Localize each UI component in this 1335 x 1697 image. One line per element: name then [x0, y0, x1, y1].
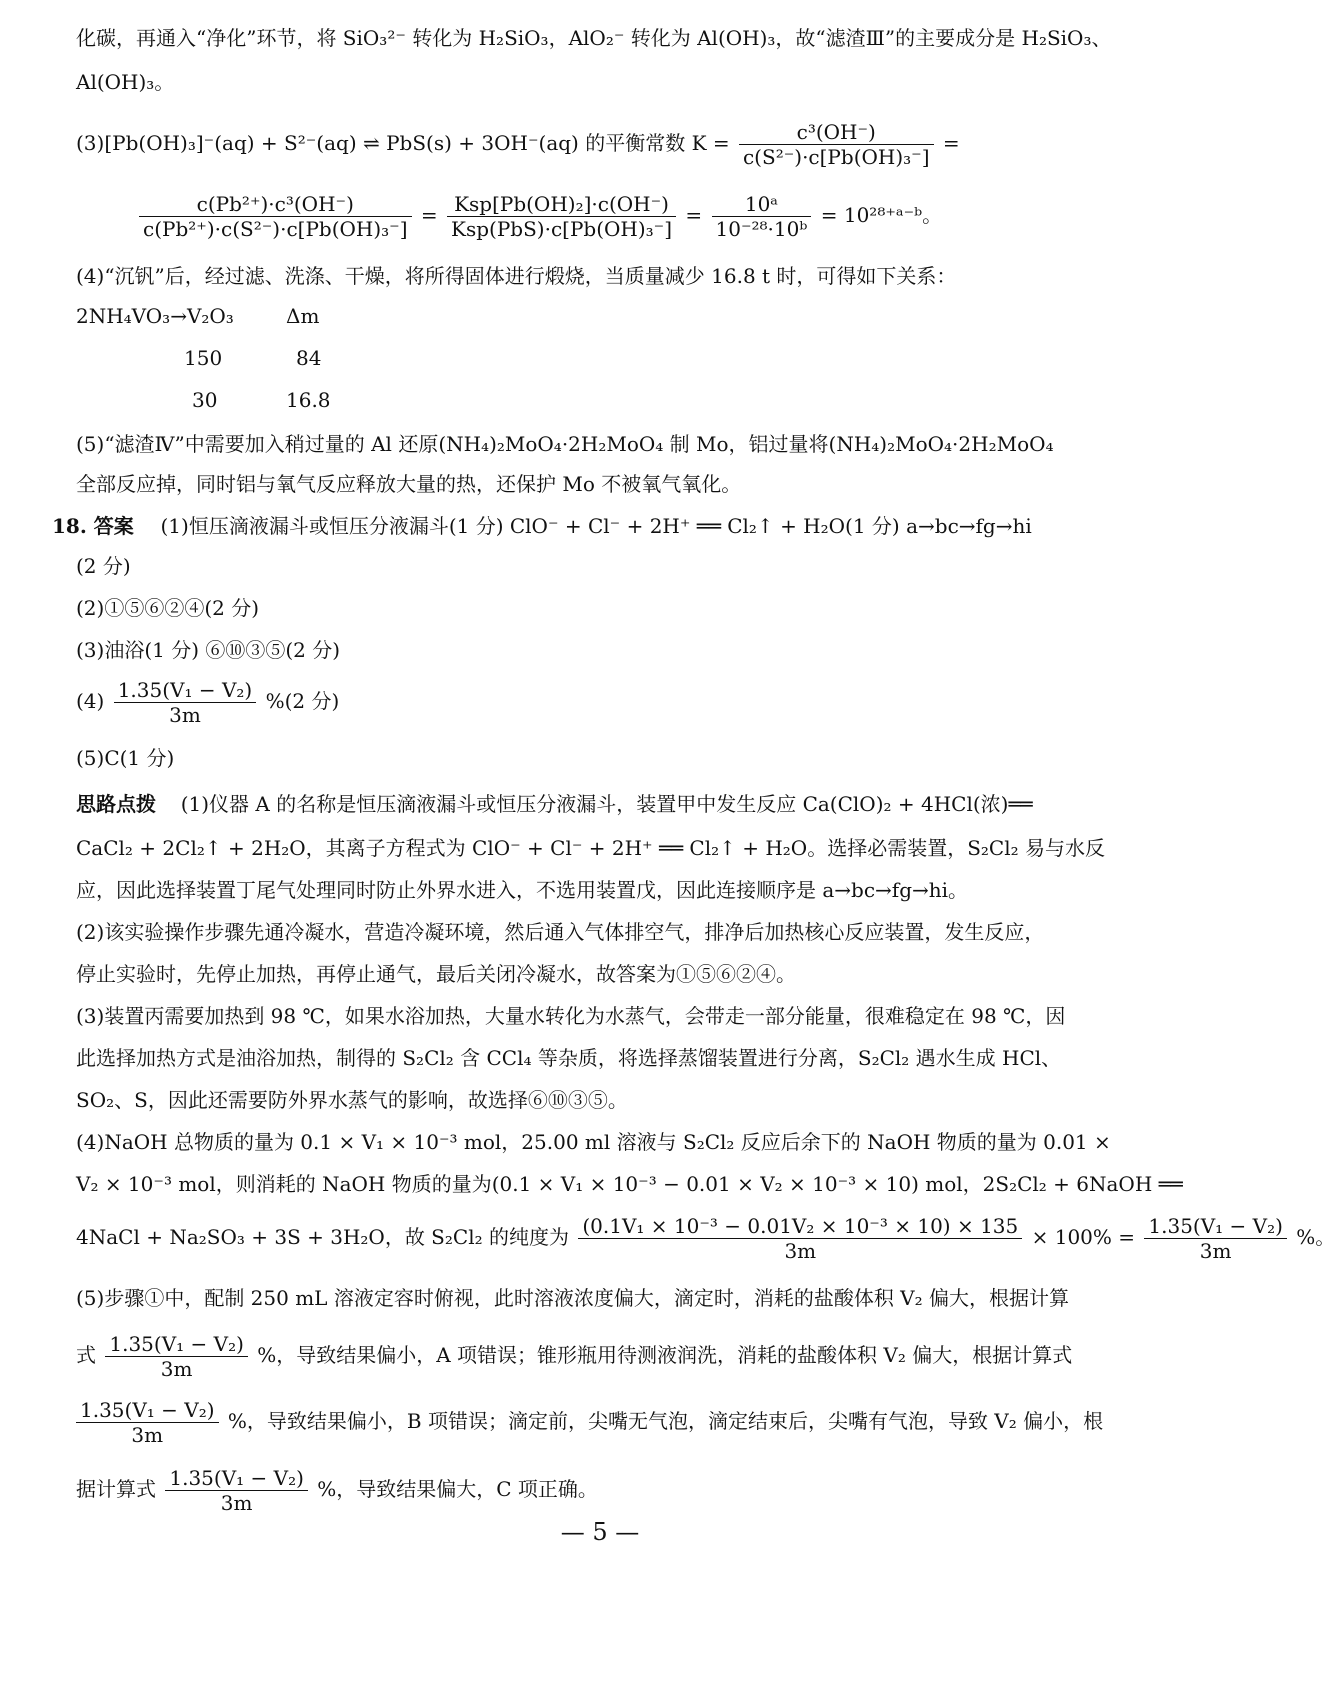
fraction-numerator: c³(OH⁻)	[739, 120, 934, 145]
calc-value: 16.8	[286, 388, 331, 412]
result-text: = 10²⁸⁺ᵃ⁻ᵇ。	[820, 203, 943, 227]
fraction-numerator: 10ᵃ	[712, 192, 812, 217]
equals-sign: =	[685, 203, 703, 227]
answer-text: (4)	[76, 689, 105, 713]
analysis-text: (1)仪器 A 的名称是恒压滴液漏斗或恒压分液漏斗，装置甲中发生反应 Ca(ClO)₂ + 4HCl(浓)══	[180, 792, 1033, 816]
text-line: (5)“滤渣Ⅳ”中需要加入稍过量的 Al 还原(NH₄)₂MoO₄·2H₂MoO₄ 制 Mo，铝过量将(NH₄)₂MoO₄·2H₂MoO₄	[76, 432, 1054, 456]
calc-formula: 2NH₄VO₃→V₂O₃	[76, 304, 234, 328]
fraction	[447, 192, 676, 241]
analysis-text: %，导致结果偏小，A 项错误；锥形瓶用待测液润洗，消耗的盐酸体积 V₂ 偏大，根据计算式	[257, 1343, 1073, 1367]
fraction	[165, 1466, 308, 1515]
equation-line	[136, 192, 942, 241]
page-number: — 5 —	[560, 1518, 640, 1546]
fraction-numerator: 1.35(V₁ − V₂)	[165, 1466, 308, 1491]
calc-value: 150	[184, 346, 223, 370]
fraction-denominator: 3m	[169, 703, 201, 727]
fraction-denominator: c(S²⁻)·c[Pb(OH)₃⁻]	[742, 145, 930, 169]
answer-text: (5)C(1 分)	[76, 746, 175, 770]
fraction-numerator: 1.35(V₁ − V₂)	[76, 1398, 219, 1423]
answer-text: (2)①⑤⑥②④(2 分)	[76, 596, 260, 620]
fraction-denominator: 3m	[220, 1491, 253, 1515]
analysis-line	[76, 790, 1033, 818]
analysis-text: 应，因此选择装置丁尾气处理同时防止外界水进入，不选用装置戊，因此连接顺序是 a→bc→fg→hi。	[76, 878, 969, 902]
calc-value: 30	[192, 388, 218, 412]
fraction	[76, 1398, 219, 1447]
analysis-line	[76, 1332, 1072, 1381]
analysis-text: (2)该实验操作步骤先通冷凝水，营造冷凝环境，然后通入气体排空气，排净后加热核心反应装置，发生反应，	[76, 920, 1045, 944]
analysis-text: (5)步骤①中，配制 250 mL 溶液定容时俯视，此时溶液浓度偏大，滴定时，消耗的盐酸体积 V₂ 偏大，根据计算	[76, 1286, 1069, 1310]
analysis-text: 停止实验时，先停止加热，再停止通气，最后关闭冷凝水，故答案为①⑤⑥②④。	[76, 962, 796, 986]
fraction-denominator: 3m	[784, 1239, 817, 1263]
analysis-text: %，导致结果偏大，C 项正确。	[317, 1477, 598, 1501]
fraction-denominator: 3m	[160, 1357, 193, 1381]
fraction-numerator: c(Pb²⁺)·c³(OH⁻)	[139, 192, 412, 217]
analysis-text: SO₂、S，因此还需要防外界水蒸气的影响，故选择⑥⑩③⑤。	[76, 1088, 628, 1112]
equation-text: (3)[Pb(OH)₃]⁻(aq) + S²⁻(aq) ⇌ PbS(s) + 3OH⁻(aq) 的平衡常数 K =	[76, 131, 730, 155]
equals-sign: =	[420, 203, 438, 227]
text-line: (4)“沉钒”后，经过滤、洗涤、干燥，将所得固体进行煅烧，当质量减少 16.8 t 时，可得如下关系：	[76, 264, 957, 288]
fraction-numerator: 1.35(V₁ − V₂)	[1144, 1214, 1287, 1239]
fraction-denominator: 10⁻²⁸·10ᵇ	[715, 217, 808, 241]
analysis-line	[76, 1214, 1335, 1263]
answer-text: (2 分)	[76, 554, 131, 578]
fraction-numerator: Ksp[Pb(OH)₂]·c(OH⁻)	[447, 192, 676, 217]
analysis-text: V₂ × 10⁻³ mol，则消耗的 NaOH 物质的量为(0.1 × V₁ × 10⁻³ − 0.01 × V₂ × 10⁻³ × 10) mol，2S₂Cl₂ + 6NaOH ══	[76, 1172, 1183, 1196]
text-line: 全部反应掉，同时铝与氧气反应释放大量的热，还保护 Mo 不被氧气氧化。	[76, 472, 742, 496]
fraction	[712, 192, 812, 241]
fraction-numerator: (0.1V₁ × 10⁻³ − 0.01V₂ × 10⁻³ × 10) × 135	[578, 1214, 1022, 1239]
answer-text: (3)油浴(1 分) ⑥⑩③⑤(2 分)	[76, 638, 341, 662]
analysis-text: 据计算式	[76, 1477, 156, 1501]
answer-text: (1)恒压滴液漏斗或恒压分液漏斗(1 分) ClO⁻ + Cl⁻ + 2H⁺ ══ Cl₂↑ + H₂O(1 分) a→bc→fg→hi	[160, 514, 1032, 538]
fraction	[105, 1332, 248, 1381]
fraction-denominator: Ksp(PbS)·c[Pb(OH)₃⁻]	[451, 217, 673, 241]
analysis-text: CaCl₂ + 2Cl₂↑ + 2H₂O，其离子方程式为 ClO⁻ + Cl⁻ + 2H⁺ ══ Cl₂↑ + H₂O。选择必需装置，S₂Cl₂ 易与水反	[76, 836, 1105, 860]
analysis-label: 思路点拨	[76, 792, 156, 816]
equals-sign: =	[942, 131, 960, 155]
analysis-line	[76, 1466, 598, 1515]
fraction-denominator: c(Pb²⁺)·c(S²⁻)·c[Pb(OH)₃⁻]	[143, 217, 408, 241]
question-label: 18. 答案	[52, 514, 134, 538]
analysis-text: (4)NaOH 总物质的量为 0.1 × V₁ × 10⁻³ mol，25.00 ml 溶液与 S₂Cl₂ 反应后余下的 NaOH 物质的量为 0.01 ×	[76, 1130, 1111, 1154]
fraction-numerator: 1.35(V₁ − V₂)	[114, 678, 257, 703]
fraction-denominator: 3m	[131, 1423, 164, 1447]
fraction-denominator: 3m	[1199, 1239, 1232, 1263]
fraction	[1144, 1214, 1287, 1263]
analysis-text: × 100% =	[1031, 1225, 1136, 1249]
text-line: Al(OH)₃。	[76, 70, 175, 94]
answer-line	[76, 678, 339, 727]
analysis-text: 此选择加热方式是油浴加热，制得的 S₂Cl₂ 含 CCl₄ 等杂质，将选择蒸馏装置进行分离，S₂Cl₂ 遇水生成 HCl、	[76, 1046, 1062, 1070]
fraction-numerator: 1.35(V₁ − V₂)	[105, 1332, 248, 1357]
analysis-text: 4NaCl + Na₂SO₃ + 3S + 3H₂O，故 S₂Cl₂ 的纯度为	[76, 1225, 569, 1249]
equation-line	[76, 120, 960, 169]
calc-value: 84	[296, 346, 322, 370]
analysis-text: %，导致结果偏小，B 项错误；滴定前，尖嘴无气泡，滴定结束后，尖嘴有气泡，导致 V₂ 偏小，根	[227, 1409, 1104, 1433]
fraction	[114, 678, 257, 727]
analysis-text: %。	[1296, 1225, 1335, 1249]
answer-text: %(2 分)	[265, 689, 340, 713]
text-line: 化碳，再通入“净化”环节，将 SiO₃²⁻ 转化为 H₂SiO₃，AlO₂⁻ 转化为 Al(OH)₃，故“滤渣Ⅲ”的主要成分是 H₂SiO₃、	[76, 26, 1112, 50]
calc-label: Δm	[286, 304, 320, 328]
answer-line	[52, 512, 1032, 540]
analysis-text: 式	[76, 1343, 96, 1367]
analysis-line	[76, 1398, 1103, 1447]
fraction	[739, 120, 934, 169]
fraction	[139, 192, 412, 241]
fraction	[578, 1214, 1022, 1263]
analysis-text: (3)装置丙需要加热到 98 ℃，如果水浴加热，大量水转化为水蒸气，会带走一部分能量，很难稳定在 98 ℃，因	[76, 1004, 1066, 1028]
